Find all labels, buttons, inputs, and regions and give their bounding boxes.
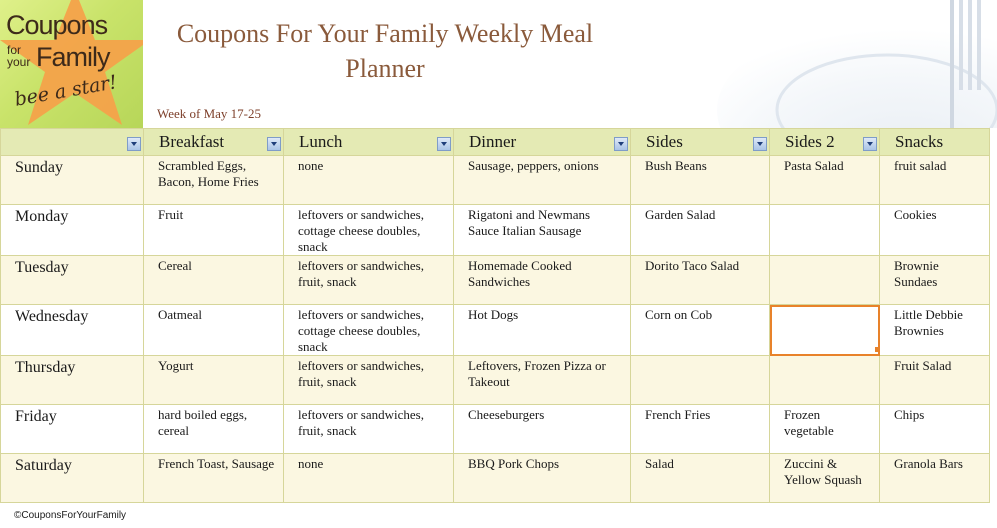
sides-cell[interactable] (631, 356, 770, 405)
filter-dropdown-icon[interactable] (437, 137, 451, 151)
day-cell[interactable]: Friday (1, 405, 144, 454)
sides-cell[interactable]: Salad (631, 454, 770, 503)
lunch-cell[interactable]: leftovers or sandwiches, fruit, snack (284, 356, 454, 405)
header-cell-dinner: Dinner (454, 129, 631, 156)
selection-fill-handle[interactable] (875, 347, 880, 352)
page-title: Coupons For Your Family Weekly Meal Planner (176, 19, 594, 83)
dinner-cell[interactable]: Rigatoni and Newmans Sauce Italian Sausage (454, 205, 631, 256)
snacks-cell[interactable]: Granola Bars (880, 454, 990, 503)
logo-text-family: Family (36, 42, 110, 72)
header-cell-snacks: Snacks (880, 129, 990, 156)
lunch-cell[interactable]: none (284, 156, 454, 205)
header-row (1, 129, 990, 156)
header-cell-sides-2: Sides 2 (770, 129, 880, 156)
logo-text-coupons: Coupons (6, 10, 108, 40)
filter-dropdown-icon[interactable] (614, 137, 628, 151)
filter-dropdown-icon[interactable] (267, 137, 281, 151)
breakfast-cell[interactable]: Yogurt (144, 356, 284, 405)
filter-dropdown-icon[interactable] (863, 137, 877, 151)
sides-cell[interactable]: Bush Beans (631, 156, 770, 205)
filter-dropdown-icon[interactable] (753, 137, 767, 151)
breakfast-cell[interactable]: Scrambled Eggs, Bacon, Home Fries (144, 156, 284, 205)
breakfast-cell[interactable]: hard boiled eggs, cereal (144, 405, 284, 454)
sides-2-cell[interactable] (770, 356, 880, 405)
sides-2-cell[interactable] (770, 256, 880, 305)
copyright-text: ©CouponsForYourFamily (14, 510, 127, 521)
dinner-cell[interactable]: Hot Dogs (454, 305, 631, 356)
lunch-cell[interactable]: leftovers or sandwiches, fruit, snack (284, 405, 454, 454)
sides-cell[interactable]: French Fries (631, 405, 770, 454)
lunch-cell[interactable]: leftovers or sandwiches, cottage cheese doubles, snack (284, 305, 454, 356)
sides-2-cell[interactable]: Zuccini & Yellow Squash (770, 454, 880, 503)
header-cell-sides: Sides (631, 129, 770, 156)
table-row (1, 405, 990, 454)
snacks-cell[interactable]: fruit salad (880, 156, 990, 205)
header-cell-breakfast: Breakfast (144, 129, 284, 156)
table-row (1, 256, 990, 305)
dinner-cell[interactable]: BBQ Pork Chops (454, 454, 631, 503)
logo-tagline: bee a star! (12, 71, 119, 111)
breakfast-cell[interactable]: French Toast, Sausage (144, 454, 284, 503)
dinner-cell[interactable]: Homemade Cooked Sandwiches (454, 256, 631, 305)
snacks-cell[interactable]: Chips (880, 405, 990, 454)
lunch-cell[interactable]: leftovers or sandwiches, cottage cheese doubles, snack (284, 205, 454, 256)
table-row (1, 454, 990, 503)
header-cell-day (1, 129, 144, 156)
week-label: Week of May 17-25 (157, 106, 262, 121)
sides-2-cell[interactable]: Pasta Salad (770, 156, 880, 205)
sides-2-cell[interactable]: Frozen vegetable (770, 405, 880, 454)
day-cell[interactable]: Tuesday (1, 256, 144, 305)
snacks-cell[interactable]: Brownie Sundaes (880, 256, 990, 305)
day-cell[interactable]: Wednesday (1, 305, 144, 356)
sides-cell[interactable]: Garden Salad (631, 205, 770, 256)
table-row (1, 205, 990, 256)
dinner-cell[interactable]: Cheeseburgers (454, 405, 631, 454)
sides-cell[interactable]: Dorito Taco Salad (631, 256, 770, 305)
plate-decoration (697, 0, 997, 128)
lunch-cell[interactable]: none (284, 454, 454, 503)
day-cell[interactable]: Monday (1, 205, 144, 256)
snacks-cell[interactable]: Little Debbie Brownies (880, 305, 990, 356)
snacks-cell[interactable]: Cookies (880, 205, 990, 256)
breakfast-cell[interactable]: Cereal (144, 256, 284, 305)
lunch-cell[interactable]: leftovers or sandwiches, fruit, snack (284, 256, 454, 305)
table-row (1, 305, 990, 356)
day-cell[interactable]: Saturday (1, 454, 144, 503)
day-cell[interactable]: Sunday (1, 156, 144, 205)
filter-dropdown-icon[interactable] (127, 137, 141, 151)
dinner-cell[interactable]: Leftovers, Frozen Pizza or Takeout (454, 356, 631, 405)
table-row (1, 156, 990, 205)
table-row (1, 356, 990, 405)
logo-text-for-your: for your (7, 43, 31, 69)
plate-fork-icon (697, 0, 997, 128)
snacks-cell[interactable]: Fruit Salad (880, 356, 990, 405)
logo (0, 0, 143, 128)
breakfast-cell[interactable]: Oatmeal (144, 305, 284, 356)
sides-2-cell-selected[interactable] (770, 305, 880, 356)
sides-cell[interactable]: Corn on Cob (631, 305, 770, 356)
header-cell-lunch: Lunch (284, 129, 454, 156)
sides-2-cell[interactable] (770, 205, 880, 256)
dinner-cell[interactable]: Sausage, peppers, onions (454, 156, 631, 205)
breakfast-cell[interactable]: Fruit (144, 205, 284, 256)
day-cell[interactable]: Thursday (1, 356, 144, 405)
meal-planner-table (0, 128, 990, 503)
